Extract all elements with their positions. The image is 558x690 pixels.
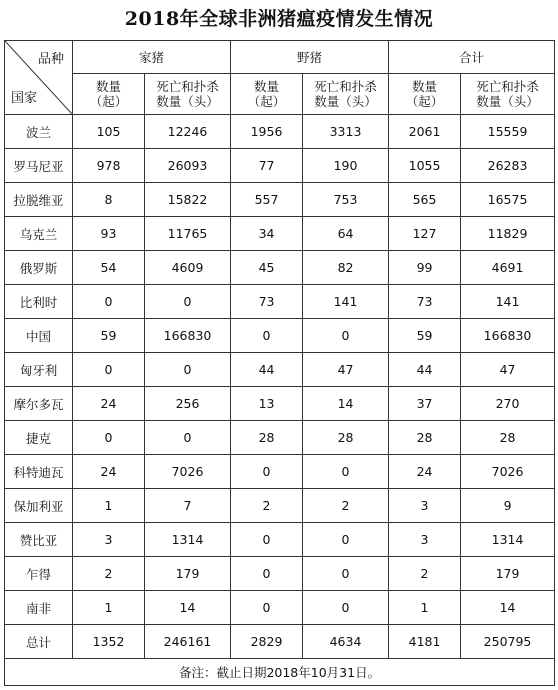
country-cell: 总计 [5, 625, 73, 659]
table-row [5, 183, 555, 217]
header-row-groups [5, 41, 555, 74]
note-row [5, 659, 555, 686]
wild-count-cell: 13 [231, 387, 303, 421]
total-deaths-cell: 26283 [461, 149, 555, 183]
country-cell: 中国 [5, 319, 73, 353]
group-header-wild: 野猪 [231, 41, 389, 74]
document-title: 2018年全球非洲猪瘟疫情发生情况 [124, 8, 434, 30]
subheader-domestic-count: 数量 （起） [73, 74, 145, 115]
domestic-deaths-cell: 246161 [145, 625, 231, 659]
wild-count-cell: 0 [231, 557, 303, 591]
domestic-count-cell: 0 [73, 285, 145, 319]
total-count-cell: 28 [389, 421, 461, 455]
total-deaths-cell: 15559 [461, 115, 555, 149]
country-cell: 拉脱维亚 [5, 183, 73, 217]
wild-deaths-cell: 82 [303, 251, 389, 285]
total-count-cell: 1 [389, 591, 461, 625]
wild-count-cell: 73 [231, 285, 303, 319]
wild-deaths-cell: 0 [303, 557, 389, 591]
country-cell: 匈牙利 [5, 353, 73, 387]
domestic-deaths-cell: 179 [145, 557, 231, 591]
wild-count-cell: 0 [231, 455, 303, 489]
total-count-cell: 127 [389, 217, 461, 251]
domestic-count-cell: 1 [73, 591, 145, 625]
group-header-domestic: 家猪 [73, 41, 231, 74]
subheader-domestic-deaths: 死亡和扑杀 数量（头） [145, 74, 231, 115]
subheader-wild-count: 数量 （起） [231, 74, 303, 115]
domestic-deaths-cell: 0 [145, 353, 231, 387]
wild-deaths-cell: 64 [303, 217, 389, 251]
total-deaths-cell: 28 [461, 421, 555, 455]
domestic-deaths-cell: 7026 [145, 455, 231, 489]
total-deaths-cell: 250795 [461, 625, 555, 659]
table-row [5, 115, 555, 149]
asf-table [4, 40, 555, 686]
domestic-deaths-cell: 15822 [145, 183, 231, 217]
table-row [5, 251, 555, 285]
corner-cell [5, 41, 73, 115]
total-deaths-cell: 141 [461, 285, 555, 319]
total-count-cell: 1055 [389, 149, 461, 183]
table-row [5, 489, 555, 523]
domestic-count-cell: 3 [73, 523, 145, 557]
total-deaths-cell: 47 [461, 353, 555, 387]
wild-count-cell: 2829 [231, 625, 303, 659]
country-cell: 科特迪瓦 [5, 455, 73, 489]
subheader-total-count: 数量 （起） [389, 74, 461, 115]
country-cell: 罗马尼亚 [5, 149, 73, 183]
table-row [5, 149, 555, 183]
country-cell: 俄罗斯 [5, 251, 73, 285]
domestic-deaths-cell: 7 [145, 489, 231, 523]
domestic-deaths-cell: 166830 [145, 319, 231, 353]
total-count-cell: 3 [389, 523, 461, 557]
table-row [5, 285, 555, 319]
domestic-deaths-cell: 0 [145, 421, 231, 455]
country-cell: 南非 [5, 591, 73, 625]
table-row [5, 523, 555, 557]
wild-count-cell: 28 [231, 421, 303, 455]
domestic-deaths-cell: 256 [145, 387, 231, 421]
total-deaths-cell: 1314 [461, 523, 555, 557]
total-count-cell: 37 [389, 387, 461, 421]
domestic-deaths-cell: 4609 [145, 251, 231, 285]
wild-deaths-cell: 141 [303, 285, 389, 319]
wild-deaths-cell: 28 [303, 421, 389, 455]
wild-count-cell: 44 [231, 353, 303, 387]
wild-count-cell: 0 [231, 591, 303, 625]
wild-count-cell: 557 [231, 183, 303, 217]
domestic-deaths-cell: 11765 [145, 217, 231, 251]
total-count-cell: 73 [389, 285, 461, 319]
wild-count-cell: 34 [231, 217, 303, 251]
subheader-total-deaths: 死亡和扑杀 数量（头） [461, 74, 555, 115]
country-cell: 乍得 [5, 557, 73, 591]
domestic-count-cell: 59 [73, 319, 145, 353]
table-row [5, 591, 555, 625]
total-deaths-cell: 166830 [461, 319, 555, 353]
total-deaths-cell: 9 [461, 489, 555, 523]
domestic-count-cell: 2 [73, 557, 145, 591]
wild-count-cell: 0 [231, 523, 303, 557]
domestic-count-cell: 0 [73, 353, 145, 387]
wild-deaths-cell: 0 [303, 319, 389, 353]
domestic-count-cell: 93 [73, 217, 145, 251]
total-count-cell: 2 [389, 557, 461, 591]
total-deaths-cell: 270 [461, 387, 555, 421]
wild-deaths-cell: 14 [303, 387, 389, 421]
wild-deaths-cell: 4634 [303, 625, 389, 659]
domestic-count-cell: 24 [73, 455, 145, 489]
total-deaths-cell: 11829 [461, 217, 555, 251]
total-deaths-cell: 14 [461, 591, 555, 625]
domestic-deaths-cell: 26093 [145, 149, 231, 183]
wild-deaths-cell: 190 [303, 149, 389, 183]
corner-label-variety: 品种 [37, 52, 64, 67]
wild-count-cell: 77 [231, 149, 303, 183]
wild-deaths-cell: 3313 [303, 115, 389, 149]
domestic-count-cell: 8 [73, 183, 145, 217]
domestic-count-cell: 1352 [73, 625, 145, 659]
note-text: 备注：截止日期2018年10月31日。 [5, 659, 555, 686]
total-count-cell: 2061 [389, 115, 461, 149]
subheader-wild-deaths: 死亡和扑杀 数量（头） [303, 74, 389, 115]
wild-count-cell: 2 [231, 489, 303, 523]
total-deaths-cell: 179 [461, 557, 555, 591]
header-row-subcolumns [5, 74, 555, 115]
total-count-cell: 59 [389, 319, 461, 353]
wild-deaths-cell: 753 [303, 183, 389, 217]
table-row [5, 455, 555, 489]
table-row [5, 353, 555, 387]
country-cell: 摩尔多瓦 [5, 387, 73, 421]
country-cell: 波兰 [5, 115, 73, 149]
corner-label-country: 国家 [11, 91, 38, 106]
domestic-count-cell: 0 [73, 421, 145, 455]
total-deaths-cell: 4691 [461, 251, 555, 285]
total-deaths-cell: 7026 [461, 455, 555, 489]
total-count-cell: 24 [389, 455, 461, 489]
wild-count-cell: 45 [231, 251, 303, 285]
wild-deaths-cell: 2 [303, 489, 389, 523]
total-count-cell: 4181 [389, 625, 461, 659]
domestic-deaths-cell: 1314 [145, 523, 231, 557]
table-row [5, 421, 555, 455]
total-count-cell: 3 [389, 489, 461, 523]
table-row [5, 625, 555, 659]
domestic-deaths-cell: 12246 [145, 115, 231, 149]
domestic-count-cell: 24 [73, 387, 145, 421]
total-count-cell: 565 [389, 183, 461, 217]
domestic-count-cell: 1 [73, 489, 145, 523]
domestic-deaths-cell: 0 [145, 285, 231, 319]
country-cell: 比利时 [5, 285, 73, 319]
group-header-total: 合计 [389, 41, 555, 74]
country-cell: 捷克 [5, 421, 73, 455]
table-row [5, 319, 555, 353]
domestic-count-cell: 978 [73, 149, 145, 183]
wild-deaths-cell: 0 [303, 455, 389, 489]
domestic-count-cell: 54 [73, 251, 145, 285]
total-count-cell: 44 [389, 353, 461, 387]
wild-deaths-cell: 0 [303, 523, 389, 557]
wild-deaths-cell: 0 [303, 591, 389, 625]
wild-count-cell: 1956 [231, 115, 303, 149]
table-row [5, 387, 555, 421]
domestic-deaths-cell: 14 [145, 591, 231, 625]
country-cell: 保加利亚 [5, 489, 73, 523]
table-row [5, 557, 555, 591]
wild-count-cell: 0 [231, 319, 303, 353]
country-cell: 赞比亚 [5, 523, 73, 557]
domestic-count-cell: 105 [73, 115, 145, 149]
table-row [5, 217, 555, 251]
wild-deaths-cell: 47 [303, 353, 389, 387]
total-deaths-cell: 16575 [461, 183, 555, 217]
total-count-cell: 99 [389, 251, 461, 285]
country-cell: 乌克兰 [5, 217, 73, 251]
